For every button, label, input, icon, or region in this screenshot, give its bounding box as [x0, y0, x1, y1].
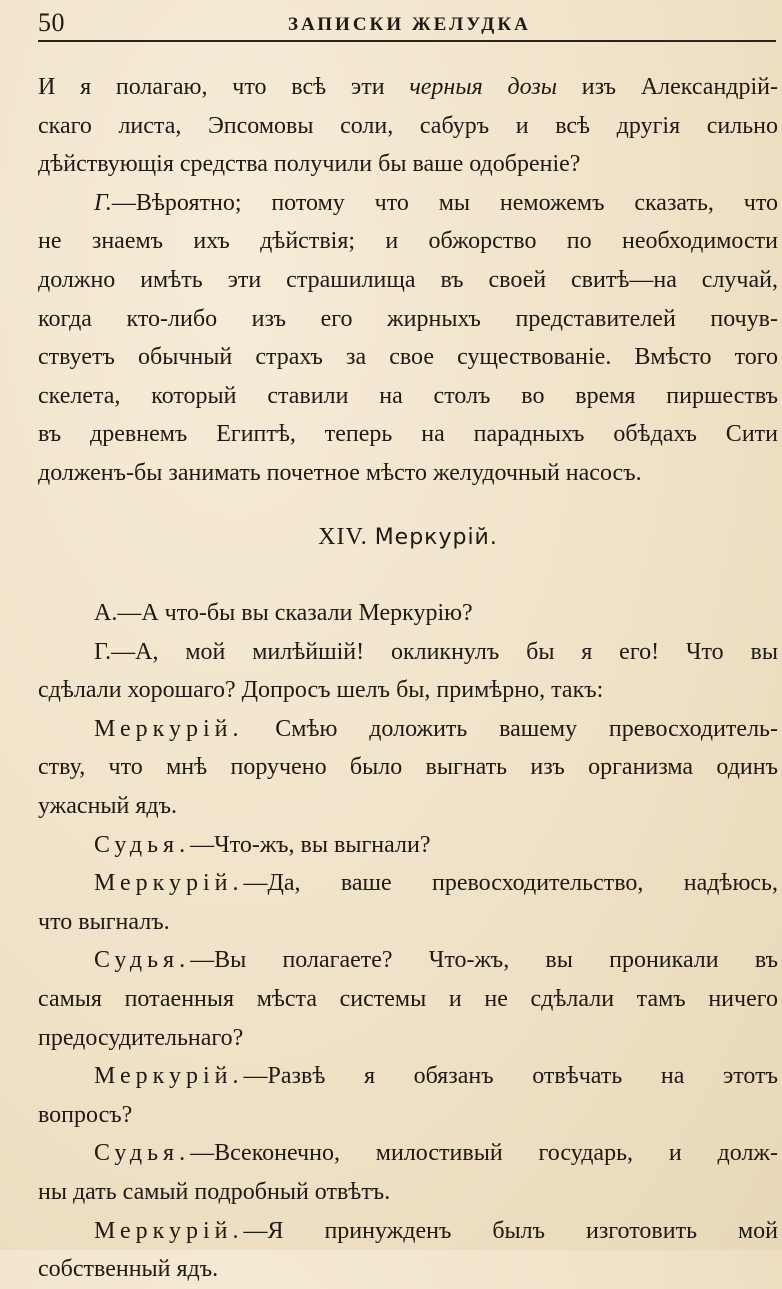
text-line: должно имѣть эти страшилища въ своей свитѣ—на случай,	[38, 266, 778, 293]
text-line: самыя потаенныя мѣста системы и не сдѣлали тамъ ничего	[38, 985, 778, 1012]
text-line: ужасный ядъ.	[38, 792, 178, 819]
running-title: ЗАПИСКИ ЖЕЛУДКА	[288, 14, 531, 35]
speaker-label: Меркурій.	[94, 1063, 244, 1090]
text-span: —Да, ваше превосходительство, надѣюсь,	[243, 870, 778, 897]
text-line: предосудительнаго?	[38, 1024, 244, 1051]
text-line: ствуетъ обычный страхъ за свое существованіе. Вмѣсто того	[38, 344, 778, 371]
text-span: —Вы полагаете? Что-жъ, вы проникали въ	[190, 947, 778, 974]
text-line: дѣйствующія средства получили бы ваше одобреніе?	[38, 151, 581, 178]
text-line: сдѣлали хорошаго? Допросъ шелъ бы, примѣрно, такъ:	[38, 677, 604, 704]
speaker-label: Судья.	[94, 1140, 191, 1167]
text-line	[38, 68, 778, 107]
text-line: ны дать самый подробный отвѣтъ.	[38, 1178, 391, 1205]
text-span: изъ Александрій-	[556, 74, 779, 100]
text-line	[38, 1212, 778, 1251]
page-number: 50	[38, 8, 65, 37]
text-line	[38, 864, 778, 903]
speaker-label: Меркурій.	[94, 1217, 244, 1244]
paragraph-block-2	[38, 594, 778, 1289]
section-title: Меркурій.	[374, 525, 498, 550]
speaker-label: Судья.	[94, 947, 191, 974]
text-span: —Вѣроятно; потому что мы неможемъ сказать, что	[111, 189, 778, 216]
page-header	[38, 6, 776, 42]
text-span: Смѣю доложить вашему превосходитель-	[243, 715, 778, 742]
text-span: —Что-жъ, вы выгнали?	[190, 831, 431, 858]
text-line: собственный ядъ.	[38, 1256, 219, 1283]
text-span: —Я принужденъ былъ изготовить мой	[243, 1217, 778, 1244]
text-line: скаго листа, Эпсомовы соли, сабуръ и всѣ другія сильно	[38, 112, 778, 139]
text-line: скелета, который ставили на столъ во время пиршествъ	[38, 382, 778, 409]
text-line: не знаемъ ихъ дѣйствія; и обжорство по необходимости	[38, 228, 778, 255]
speaker-label: Меркурій.	[94, 870, 244, 897]
paragraph-block-1	[38, 68, 778, 493]
text-line: когда кто-либо изъ его жирныхъ представителей почув-	[38, 305, 778, 332]
italic-phrase: черныя дозы	[409, 74, 557, 100]
text-span: И я полагаю, что всѣ эти	[38, 74, 410, 100]
text-line	[38, 184, 778, 223]
text-line: что выгналъ.	[38, 908, 170, 935]
text-span: —Развѣ я обязанъ отвѣчать на этотъ	[243, 1063, 778, 1090]
text-line	[38, 1057, 778, 1096]
text-line: вопросъ?	[38, 1101, 133, 1128]
text-line: ству, что мнѣ поручено было выгнать изъ организма одинъ	[38, 754, 778, 781]
text-line	[38, 826, 778, 865]
text-line	[38, 710, 778, 749]
text-line	[38, 1134, 778, 1173]
section-heading	[38, 524, 778, 551]
text-span: —Всеконечно, милостивый государь, и долж-	[190, 1140, 778, 1167]
speaker-label: Меркурій.	[94, 715, 244, 742]
speaker-label: Судья.	[94, 831, 191, 858]
section-number: XIV.	[318, 524, 368, 550]
speaker-label: Г.	[94, 189, 112, 216]
text-line: А.—А что-бы вы сказали Меркурію?	[94, 600, 473, 626]
text-line: Г.—А, мой милѣйшій! окликнулъ бы я его! Что вы	[94, 638, 778, 665]
text-line	[38, 941, 778, 980]
text-line: долженъ-бы занимать почетное мѣсто желудочный насосъ.	[38, 459, 642, 486]
text-line: въ древнемъ Египтѣ, теперь на парадныхъ обѣдахъ Сити	[38, 421, 778, 448]
